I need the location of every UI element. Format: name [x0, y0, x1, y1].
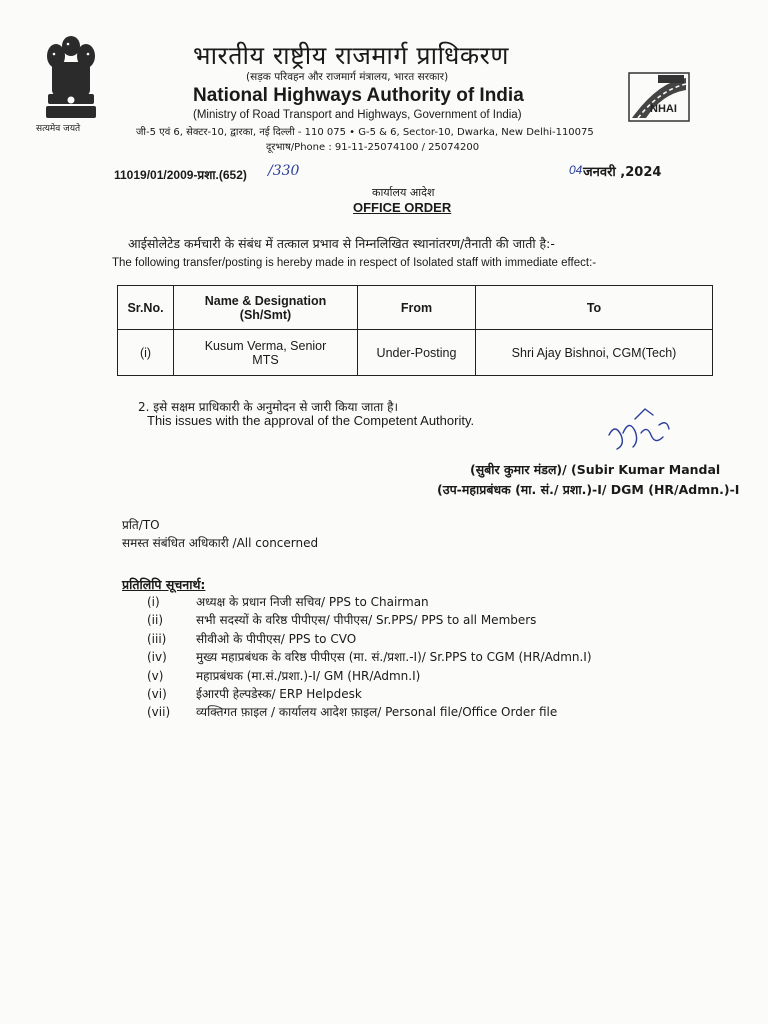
list-item-number: (v) [147, 668, 164, 683]
office-phone: दूरभाष/Phone : 91-11-25074100 / 25074200 [266, 142, 480, 153]
header-name-line2: (Sh/Smt) [239, 307, 292, 322]
list-item-text: मुख्य महाप्रबंधक के वरिष्ठ पीपीएस (मा. सं./प्रशा.-I)/ Sr.PPS to CGM (HR/Admn.I) [196, 650, 592, 665]
signatory-name: (सुबीर कुमार मंडल)/ (Subir Kumar Mandal [470, 462, 721, 477]
nhai-logo-text: NHAI [650, 103, 677, 115]
reference-number: 11019/01/2009-प्रशा.(652) [114, 168, 247, 182]
header-sr-no: Sr.No. [118, 286, 174, 330]
list-item-text: महाप्रबंधक (मा.सं./प्रशा.)-I/ GM (HR/Admn.I) [196, 668, 421, 683]
list-item-text: सभी सदस्यों के वरिष्ठ पीपीएस/ पीपीएस/ Sr.PPS/ PPS to all Members [196, 613, 537, 628]
cell-name-designation [174, 330, 358, 376]
list-item [147, 630, 592, 648]
cell-to: Shri Ajay Bishnoi, CGM(Tech) [476, 330, 713, 376]
emblem-motto: सत्यमेव जयते [36, 124, 81, 134]
signatory-designation: (उप-महाप्रबंधक (मा. सं./ प्रशा.)-I/ DGM (HR/Admn.)-I [437, 482, 740, 497]
list-item [147, 703, 592, 721]
copy-to-heading: प्रतिलिपि सूचनार्थ: [122, 577, 206, 592]
handwritten-date-day: 04 [569, 163, 583, 177]
list-item [147, 593, 592, 611]
org-title-english: National Highways Authority of India [193, 85, 524, 106]
order-title-hindi: कार्यालय आदेश [372, 186, 435, 199]
recipients-all: समस्त संबंधित अधिकारी /All concerned [122, 536, 319, 550]
list-item-text: सीवीओ के पीपीएस/ PPS to CVO [196, 631, 357, 646]
office-address: जी-5 एवं 6, सेक्टर-10, द्वारका, नई दिल्ली - 110 075 • G-5 & 6, Sector-10, Dwarka, New Delhi-110075 [136, 127, 594, 138]
header-from: From [358, 286, 476, 330]
list-item-text: व्यक्तिगत फ़ाइल / कार्यालय आदेश फ़ाइल/ Personal file/Office Order file [196, 705, 558, 720]
copy-to-list [147, 593, 592, 722]
list-item [147, 648, 592, 666]
cell-name-line1: Kusum Verma, Senior [204, 338, 327, 353]
ministry-hindi: (सड़क परिवहन और राजमार्ग मंत्रालय, भारत सरकार) [246, 71, 449, 83]
list-item-text: ईआरपी हेल्पडेस्क/ ERP Helpdesk [196, 686, 362, 701]
cell-name-line2: MTS [252, 352, 279, 367]
header-to: To [476, 286, 713, 330]
list-item [147, 667, 592, 685]
order-date: जनवरी ,2024 [583, 165, 662, 180]
national-emblem-icon [40, 32, 102, 122]
cell-from: Under-Posting [358, 330, 476, 376]
list-item-number: (vi) [147, 686, 167, 701]
intro-text-hindi: आईसोलेटेड कर्मचारी के संबंध में तत्काल प्रभाव से निम्नलिखित स्थानांतरण/तैनाती की जाती है:- [128, 236, 555, 251]
org-title-hindi: भारतीय राष्ट्रीय राजमार्ग प्राधिकरण [193, 41, 509, 70]
nhai-logo-icon [628, 72, 690, 122]
recipients-label: प्रति/TO [122, 518, 160, 532]
list-item-text: अध्यक्ष के प्रधान निजी सचिव/ PPS to Chairman [196, 595, 429, 609]
table-row [118, 330, 713, 376]
list-item-number: (vii) [147, 705, 171, 720]
approval-text-hindi: 2. इसे सक्षम प्राधिकारी के अनुमोदन से जारी किया जाता है। [138, 400, 399, 414]
list-item-number: (i) [147, 595, 160, 609]
transfer-table [117, 285, 713, 376]
ministry-english: (Ministry of Road Transport and Highways, Government of India) [193, 109, 522, 121]
cell-sr-no: (i) [118, 330, 174, 376]
handwritten-reference-number: /330 [268, 163, 300, 179]
list-item-number: (ii) [147, 613, 164, 628]
list-item [147, 611, 592, 629]
table-header-row [118, 286, 713, 330]
list-item-number: (iii) [147, 631, 167, 646]
approval-text-english: This issues with the approval of the Competent Authority. [147, 413, 475, 428]
list-item [147, 685, 592, 703]
header-name-line1: Name & Designation [204, 293, 327, 308]
intro-text-english: The following transfer/posting is hereby made in respect of Isolated staff with immediate effect:- [112, 257, 597, 269]
list-item-number: (iv) [147, 650, 167, 665]
order-title-english: OFFICE ORDER [353, 200, 452, 215]
header-name-designation [174, 286, 358, 330]
handwritten-signature [605, 405, 675, 457]
